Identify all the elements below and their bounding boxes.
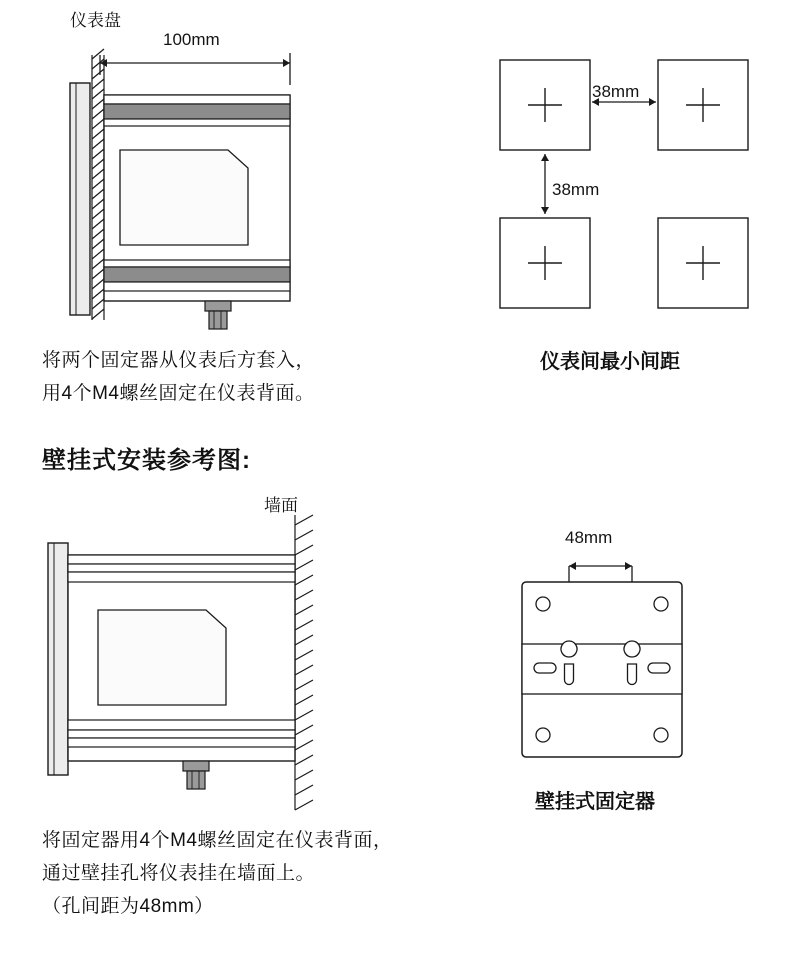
spacing-caption: 仪表间最小间距: [540, 351, 680, 373]
vertical-gap-label: 38mm: [552, 180, 600, 199]
panel-mount-figure: [0, 0, 400, 420]
instrument-spacing-figure: [460, 40, 790, 390]
wall-cable-gland: [183, 761, 209, 789]
wall-mount-drawing: [0, 515, 400, 825]
panel-mount-caption-line1: 将两个固定器从仪表后方套入，: [42, 350, 316, 371]
panel-board-label: 仪表盘: [70, 11, 121, 30]
wall-bracket-figure: [480, 520, 780, 820]
bracket-caption: 壁挂式固定器: [535, 791, 655, 813]
horizontal-gap-label: 38mm: [592, 82, 640, 101]
wall-label: 墙面: [264, 496, 298, 515]
wall-mount-caption-line2: 通过壁挂孔将仪表挂在墙面上。: [42, 863, 316, 884]
instrument-front-bezel: [70, 83, 90, 315]
bracket-hole-spacing-label: 48mm: [565, 528, 613, 547]
wall-mount-heading: 壁挂式安装参考图:: [42, 447, 251, 474]
panel-depth-dimension-label: 100mm: [163, 30, 220, 49]
bottom-bracket-band: [104, 260, 290, 291]
inner-module: [120, 150, 248, 245]
dimension-arrow-group: [100, 53, 290, 85]
panel-mount-drawing: [0, 45, 400, 385]
vertical-gap-arrow: [541, 154, 549, 214]
wall-mount-caption-line1: 将固定器用4个M4螺丝固定在仪表背面，: [42, 830, 393, 851]
wall-inner-module: [98, 610, 226, 705]
cable-gland: [205, 301, 231, 329]
panel-board-hatching: [92, 49, 104, 320]
bracket-drawing: [480, 552, 780, 782]
panel-mount-caption-line2: 用4个M4螺丝固定在仪表背面。: [42, 383, 315, 404]
wall-top-bracket: [68, 555, 295, 582]
wall-mount-figure: [0, 485, 400, 925]
wall-hatching: [295, 515, 313, 810]
wall-mount-caption-line3: （孔间距为48mm）: [42, 896, 214, 917]
top-bracket-band: [104, 95, 290, 126]
wall-bottom-bracket: [68, 720, 295, 747]
wall-instrument-front-bezel: [48, 543, 68, 775]
